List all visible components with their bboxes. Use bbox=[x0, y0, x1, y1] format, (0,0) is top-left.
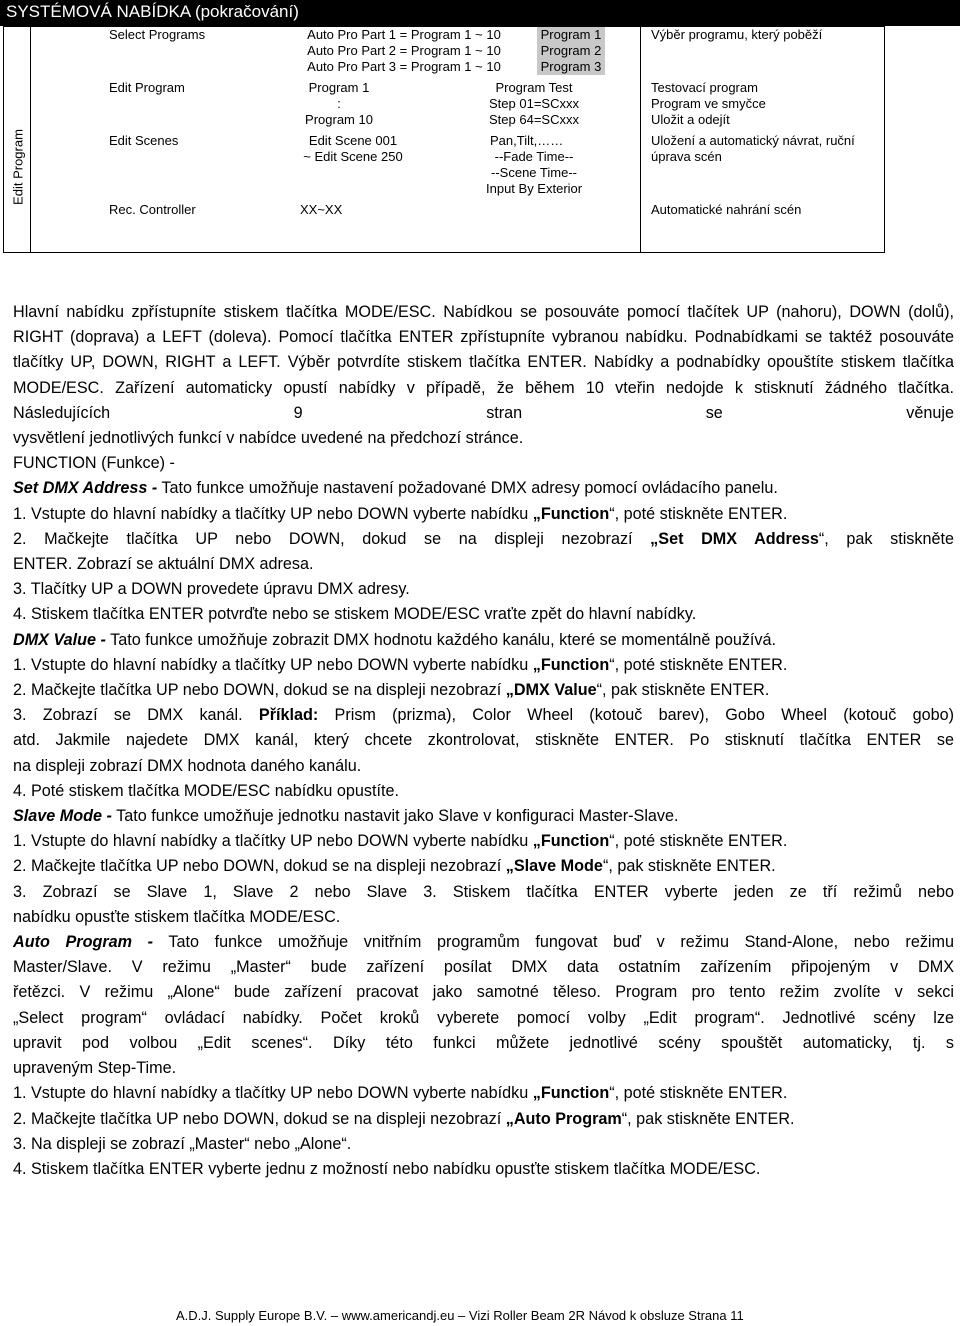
edit-scenes-opt-input: Input By Exterior bbox=[486, 181, 583, 196]
intro-text: Hlavní nabídku zpřístupníte stiskem tlačítka MODE/ESC. Nabídkou se posouváte pomocí tlačítek UP (nahoru), DOWN (dolů), RIGHT (doprava) a LEFT (doleva). Pomocí tlačítka ENTER zpřístupníte vybranou nabídku. Podnabídkami se taktéž posouváte tlačítky UP, DOWN, RIGHT a LEFT. Výběr potvrdíte stiskem tlačítka ENTER. Nabídky a podnabídky opouštíte stiskem tlačítka MODE/ESC. Zařízení automaticky opustí nabídky v případě, že během 10 vteřin nedojde k stisknutí žádného tlačítka. Následujících 9 stran se věnuje bbox=[13, 303, 954, 422]
slave-mode-term: Slave Mode - bbox=[13, 807, 112, 826]
step-bold: „Function bbox=[532, 504, 610, 523]
edit-program-test: Program Test bbox=[495, 80, 573, 95]
step-text: 1. Vstupte do hlavní nabídky a tlačítky UP nebo DOWN vyberte nabídku bbox=[13, 504, 533, 523]
edit-scenes-desc-2: úprava scén bbox=[651, 149, 722, 164]
auto-program-term: Auto Program - bbox=[13, 933, 154, 952]
table-divider-side bbox=[30, 27, 31, 252]
step-text: 2. Mačkejte tlačítka UP nebo DOWN, dokud se na displeji nezobrazí bbox=[13, 857, 506, 876]
slave-mode-text: Tato funkce umožňuje jednotku nastavit jako Slave v konfiguraci Master-Slave. bbox=[111, 807, 679, 826]
step-bold: „Slave Mode bbox=[505, 857, 603, 876]
auto-program-step-3: 3. Na displeji se zobrazí „Master“ nebo „Alone“. bbox=[13, 1134, 352, 1153]
row-edit-program-name: Edit Program bbox=[109, 80, 185, 95]
auto-program-line-2: Master/Slave. V režimu „Master“ bude zařízení posílat DMX data ostatním zařízením připojeným v DMX bbox=[13, 958, 954, 977]
section-title: SYSTÉMOVÁ NABÍDKA (pokračování) bbox=[6, 2, 299, 21]
dmx-value-step-4: 4. Poté stiskem tlačítka MODE/ESC nabídku opustíte. bbox=[13, 781, 399, 800]
edit-program-step-first: Step 01=SCxxx bbox=[489, 96, 579, 111]
edit-scenes-range-start: Edit Scene 001 bbox=[308, 133, 398, 148]
step-text: “, poté stiskněte ENTER. bbox=[609, 1084, 788, 1103]
rec-controller-desc: Automatické nahrání scén bbox=[651, 202, 802, 217]
table-side-label: Edit Program bbox=[10, 129, 26, 205]
edit-program-desc-2: Program ve smyčce bbox=[651, 96, 766, 111]
slave-mode-step-3-cont: nabídku opusťte stiskem tlačítka MODE/ESC. bbox=[13, 907, 341, 926]
dmx-value-step-3 bbox=[13, 703, 954, 728]
instructions-body bbox=[13, 300, 954, 1182]
step-text: 1. Vstupte do hlavní nabídky a tlačítky UP nebo DOWN vyberte nabídku bbox=[13, 1084, 533, 1103]
step-text: “, pak stiskněte ENTER. bbox=[602, 857, 776, 876]
set-dmx-address-step-4: 4. Stiskem tlačítka ENTER potvrďte nebo se stiskem MODE/ESC vraťte zpět do hlavní nabídky. bbox=[13, 605, 697, 624]
dmx-value-step-3-end: na displeji zobrazí DMX hodnota daného kanálu. bbox=[13, 756, 362, 775]
step-text: 2. Mačkejte tlačítka UP nebo DOWN, dokud se na displeji nezobrazí bbox=[13, 529, 651, 548]
function-heading-text: FUNCTION (Funkce) - bbox=[13, 454, 175, 473]
auto-program-line-1 bbox=[13, 930, 954, 955]
dmx-value-text: Tato funkce umožňuje zobrazit DMX hodnotu každého kanálu, které se momentálně používá. bbox=[105, 630, 777, 649]
function-heading bbox=[13, 451, 954, 476]
edit-scenes-opt-scene-time: --Scene Time-- bbox=[491, 165, 577, 180]
intro-paragraph bbox=[13, 300, 954, 451]
set-dmx-address-line bbox=[13, 476, 954, 501]
step-text: 2. Mačkejte tlačítka UP nebo DOWN, dokud se na displeji nezobrazí bbox=[13, 681, 506, 700]
dmx-value-step-1 bbox=[13, 653, 954, 678]
auto-program-step-4: 4. Stiskem tlačítka ENTER vyberte jednu z možností nebo nabídku opusťte stiskem tlačítka MODE/ESC. bbox=[13, 1159, 761, 1178]
edit-scenes-opt-fade-time: --Fade Time-- bbox=[494, 149, 574, 164]
step-bold: „Function bbox=[532, 655, 610, 674]
page-footer: A.D.J. Supply Europe B.V. – www.americandj.eu – Vizi Roller Beam 2R Návod k obsluze Strana 11 bbox=[176, 1308, 744, 1323]
select-part-3: Auto Pro Part 3 = Program 1 ~ 10 bbox=[307, 59, 501, 74]
intro-justified bbox=[13, 300, 954, 426]
edit-program-range-sep: : bbox=[337, 96, 341, 111]
step-bold: „Function bbox=[532, 1084, 610, 1103]
set-dmx-address-step-2-cont: ENTER. Zobrazí se aktuální DMX adresa. bbox=[13, 555, 314, 574]
set-dmx-address-term: Set DMX Address - bbox=[13, 479, 158, 498]
edit-scenes-range-end: ~ Edit Scene 250 bbox=[303, 149, 403, 164]
step-text: Prism (prizma), Color Wheel (kotouč barev), Gobo Wheel (kotouč gobo) bbox=[318, 706, 954, 725]
auto-program-line-5: upravit pod volbou „Edit scenes“. Díky této funkci můžete jednotlivé scény spouštět automaticky, tj. s bbox=[13, 1033, 954, 1052]
slave-mode-step-3: 3. Zobrazí se Slave 1, Slave 2 nebo Slave 3. Stiskem tlačítka ENTER vyberte jeden ze tří režimů nebo bbox=[13, 882, 954, 901]
dmx-value-line bbox=[13, 628, 954, 653]
edit-program-desc-1: Testovací program bbox=[651, 80, 758, 95]
table-divider-desc bbox=[640, 27, 641, 252]
auto-program-line-6: upraveným Step-Time. bbox=[13, 1059, 177, 1078]
section-header bbox=[0, 0, 960, 26]
slave-mode-step-1 bbox=[13, 829, 954, 854]
step-text: 2. Mačkejte tlačítka UP nebo DOWN, dokud se na displeji nezobrazí bbox=[13, 1109, 506, 1128]
step-text: “, poté stiskněte ENTER. bbox=[609, 655, 788, 674]
row-select-programs-name: Select Programs bbox=[109, 27, 206, 42]
rec-controller-value: XX~XX bbox=[300, 202, 343, 217]
edit-program-range-end: Program 10 bbox=[305, 112, 373, 127]
auto-program-line-3: řetězci. V režimu „Alone“ bude zařízení pracovat jako samotné těleso. Program pro tento režim zvolíte v sekci bbox=[13, 983, 954, 1002]
step-bold: „DMX Value bbox=[505, 681, 597, 700]
step-text: “, pak stiskněte ENTER. bbox=[596, 681, 770, 700]
step-bold: Příklad: bbox=[258, 706, 319, 725]
step-text: “, pak stiskněte bbox=[818, 529, 954, 548]
row-rec-controller-name: Rec. Controller bbox=[109, 202, 196, 217]
auto-program-step-1 bbox=[13, 1081, 954, 1106]
step-text: 3. Zobrazí se DMX kanál. bbox=[13, 706, 259, 725]
set-dmx-address-text: Tato funkce umožňuje nastavení požadované DMX adresy pomocí ovládacího panelu. bbox=[157, 479, 778, 498]
set-dmx-address-step-1 bbox=[13, 502, 954, 527]
edit-program-step-last: Step 64=SCxxx bbox=[489, 112, 579, 127]
edit-scenes-desc-1: Uložení a automatický návrat, ruční bbox=[651, 133, 855, 148]
dmx-value-step-3-cont: atd. Jakmile najedete DMX kanál, který chcete zkontrolovat, stiskněte ENTER. Po stisknutí tlačítka ENTER se bbox=[13, 731, 954, 750]
step-bold: „Function bbox=[532, 832, 610, 851]
edit-program-range-start: Program 1 bbox=[308, 80, 370, 95]
select-program-3: Program 3 bbox=[540, 59, 602, 74]
step-text: “, pak stiskněte ENTER. bbox=[621, 1109, 795, 1128]
edit-program-desc-3: Uložit a odejít bbox=[651, 112, 730, 127]
slave-mode-step-2 bbox=[13, 854, 954, 879]
step-text: 1. Vstupte do hlavní nabídky a tlačítky UP nebo DOWN vyberte nabídku bbox=[13, 655, 533, 674]
select-part-1: Auto Pro Part 1 = Program 1 ~ 10 bbox=[307, 27, 501, 42]
step-text: “, poté stiskněte ENTER. bbox=[609, 832, 788, 851]
auto-program-line-4: „Select program“ ovládací nabídky. Počet kroků vyberete pomocí volby „Edit program“. Jednotlivé scény lze bbox=[13, 1008, 954, 1027]
step-bold: „Auto Program bbox=[505, 1109, 622, 1128]
slave-mode-line bbox=[13, 804, 954, 829]
step-bold: „Set DMX Address bbox=[650, 529, 819, 548]
step-text: “, poté stiskněte ENTER. bbox=[609, 504, 788, 523]
dmx-value-step-2 bbox=[13, 678, 954, 703]
set-dmx-address-step-3: 3. Tlačítky UP a DOWN provedete úpravu DMX adresy. bbox=[13, 580, 410, 599]
auto-program-step-2 bbox=[13, 1107, 954, 1132]
step-text: 1. Vstupte do hlavní nabídky a tlačítky UP nebo DOWN vyberte nabídku bbox=[13, 832, 533, 851]
select-part-2: Auto Pro Part 2 = Program 1 ~ 10 bbox=[307, 43, 501, 58]
edit-scenes-opt-pan-tilt: Pan,Tilt,…… bbox=[490, 133, 564, 148]
select-program-1: Program 1 bbox=[540, 27, 602, 42]
row-edit-scenes-name: Edit Scenes bbox=[109, 133, 179, 148]
dmx-value-term: DMX Value - bbox=[13, 630, 106, 649]
select-programs-desc: Výběr programu, který poběží bbox=[651, 27, 823, 42]
intro-last-line: vysvětlení jednotlivých funkcí v nabídce uvedené na předchozí stránce. bbox=[13, 429, 524, 448]
select-program-2: Program 2 bbox=[540, 43, 602, 58]
auto-program-text: Tato funkce umožňuje vnitřním programům fungovat buď v režimu Stand-Alone, nebo režimu bbox=[153, 933, 954, 952]
set-dmx-address-step-2 bbox=[13, 527, 954, 552]
